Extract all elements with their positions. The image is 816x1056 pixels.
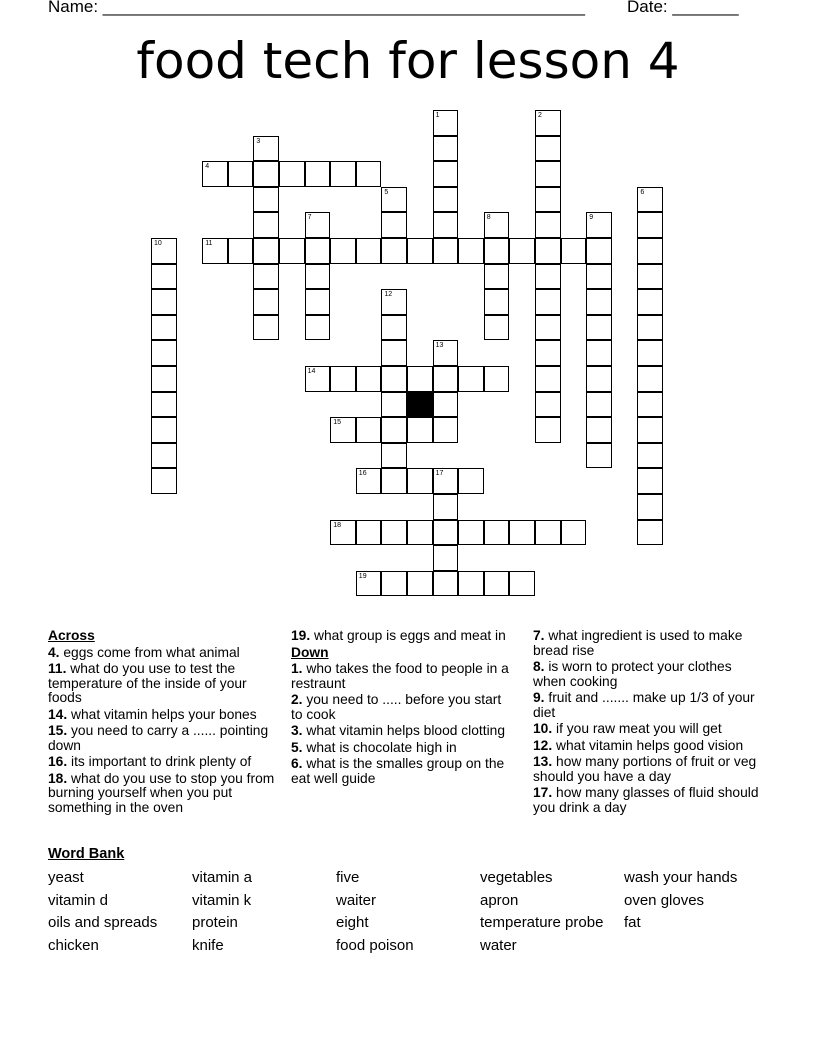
crossword-cell[interactable] [484, 238, 510, 264]
crossword-cell[interactable] [151, 238, 177, 264]
cell-number: 19 [358, 572, 367, 580]
crossword-cell[interactable] [458, 238, 484, 264]
cell-number: 2 [538, 112, 542, 119]
cell-number: 9 [589, 214, 594, 222]
clue-down-1 [291, 662, 513, 691]
word-bank-column [48, 867, 157, 958]
clue-number: 12. [533, 737, 553, 753]
crossword-cell[interactable] [305, 238, 331, 264]
clue-number: 15. [48, 723, 68, 738]
clue-text: what vitamin helps your bones [71, 706, 257, 722]
crossword-cell[interactable] [381, 443, 407, 469]
word-bank-column [480, 867, 603, 958]
crossword-cell[interactable] [433, 392, 459, 418]
crossword-cell[interactable] [279, 161, 305, 187]
clue-down-7 [533, 629, 768, 658]
crossword-cell[interactable] [305, 315, 331, 341]
word-bank-item: eight [336, 914, 369, 932]
clue-text: if you raw meat you will get [556, 721, 722, 736]
clues-column-3 [533, 629, 768, 817]
crossword-cell[interactable] [330, 520, 356, 546]
clue-text: what do you use to stop you from burning yourself when you put something in the oven [48, 770, 275, 815]
crossword-cell[interactable] [433, 110, 459, 136]
crossword-cell[interactable] [586, 392, 612, 418]
clue-text: what vitamin helps good vision [556, 737, 744, 753]
clue-down-12 [533, 739, 768, 754]
crossword-cell[interactable] [484, 366, 510, 392]
clue-across-19 [291, 629, 513, 644]
word-bank-title: Word Bank [48, 846, 125, 862]
clue-number: 13. [533, 754, 553, 769]
crossword-cell[interactable] [637, 366, 663, 392]
clue-text: what do you use to test the temperature of the inside of your foods [48, 661, 247, 705]
crossword-cell[interactable] [151, 264, 177, 290]
cell-number: 7 [307, 214, 312, 222]
clue-number: 14. [48, 706, 68, 722]
cell-number: 16 [358, 470, 367, 478]
crossword-cell[interactable] [535, 136, 561, 162]
crossword-cell[interactable] [535, 520, 561, 546]
word-bank-item: chicken [48, 937, 99, 955]
crossword-cell[interactable] [535, 366, 561, 392]
shaded-cell [407, 392, 433, 418]
word-bank-item: oven gloves [624, 891, 705, 909]
crossword-cell[interactable] [228, 238, 254, 264]
crossword-cell[interactable] [535, 212, 561, 238]
clue-text: how many glasses of fluid should you drink a day [533, 785, 759, 815]
crossword-cell[interactable] [381, 187, 407, 213]
crossword-cell[interactable] [509, 571, 535, 597]
clue-across-15 [48, 724, 284, 753]
crossword-cell[interactable] [637, 264, 663, 290]
crossword-cell[interactable] [637, 315, 663, 341]
crossword-cell[interactable] [305, 289, 331, 315]
clue-down-17 [533, 786, 768, 815]
crossword-cell[interactable] [407, 571, 433, 597]
clue-number: 19. [291, 628, 311, 643]
crossword-cell[interactable] [458, 366, 484, 392]
clue-text: who takes the food to people in a restraunt [291, 661, 509, 691]
crossword-cell[interactable] [228, 161, 254, 187]
clue-number: 2. [291, 692, 303, 707]
word-bank-item: fat [624, 914, 641, 932]
page-title: food tech for lesson 4 [136, 32, 680, 90]
crossword-cell[interactable] [253, 161, 279, 187]
crossword-cell[interactable] [637, 212, 663, 238]
crossword-cell[interactable] [381, 315, 407, 341]
word-bank-item: apron [480, 891, 519, 909]
crossword-cell[interactable] [151, 366, 177, 392]
word-bank-item: water [480, 937, 517, 955]
crossword-cell[interactable] [535, 417, 561, 443]
clue-text: you need to carry a ...... pointing down [48, 723, 269, 753]
crossword-cell[interactable] [253, 315, 279, 341]
cell-number: 4 [205, 163, 210, 171]
crossword-cell[interactable] [330, 238, 356, 264]
clue-down-2 [291, 693, 513, 722]
crossword-cell[interactable] [151, 340, 177, 366]
crossword-cell[interactable] [433, 366, 459, 392]
crossword-cell[interactable] [535, 289, 561, 315]
word-bank-item: knife [192, 937, 224, 955]
crossword-cell[interactable] [433, 212, 459, 238]
crossword-cell[interactable] [586, 315, 612, 341]
crossword-cell[interactable] [433, 136, 459, 162]
crossword-cell[interactable] [305, 264, 331, 290]
word-bank-item: food poison [336, 937, 414, 955]
crossword-cell[interactable] [330, 366, 356, 392]
crossword-cell[interactable] [356, 366, 382, 392]
word-bank-item: vitamin d [48, 891, 109, 909]
crossword-cell[interactable] [202, 161, 228, 187]
word-bank-item: five [336, 869, 360, 886]
word-bank-item: vegetables [480, 869, 553, 886]
clue-down-6 [291, 757, 513, 786]
crossword-cell[interactable] [433, 340, 459, 366]
clue-down-5 [291, 741, 513, 756]
crossword-cell[interactable] [330, 417, 356, 443]
across-heading: Across [48, 628, 95, 643]
crossword-cell[interactable] [586, 264, 612, 290]
clue-number: 18. [48, 770, 68, 786]
clue-number: 7. [533, 628, 545, 643]
cell-number: 5 [384, 188, 389, 196]
crossword-cell[interactable] [433, 238, 459, 264]
clue-across-18 [48, 772, 284, 816]
clue-down-9 [533, 691, 768, 720]
cell-number: 14 [307, 368, 316, 375]
word-bank-item: yeast [48, 869, 84, 886]
crossword-cell[interactable] [433, 161, 459, 187]
name-line: Name: ___________________________________________________ [48, 0, 585, 16]
crossword-cell[interactable] [637, 392, 663, 418]
cell-number: 15 [333, 419, 341, 427]
crossword-cell[interactable] [356, 571, 382, 597]
crossword-cell[interactable] [637, 340, 663, 366]
crossword-cell[interactable] [484, 264, 510, 290]
down-heading: Down [291, 644, 329, 660]
crossword-cell[interactable] [509, 520, 535, 546]
word-bank-item: protein [192, 914, 238, 932]
clue-number: 9. [533, 690, 545, 705]
crossword-cell[interactable] [407, 417, 433, 443]
clue-across-16 [48, 755, 284, 770]
clue-number: 10. [533, 721, 553, 736]
crossword-cell[interactable] [381, 366, 407, 392]
cell-number: 10 [154, 240, 162, 247]
clue-text: how many portions of fruit or veg should you have a day [533, 754, 757, 784]
crossword-cell[interactable] [637, 520, 663, 546]
crossword-cell[interactable] [407, 366, 433, 392]
crossword-cell[interactable] [356, 161, 382, 187]
crossword-cell[interactable] [484, 520, 510, 546]
clue-number: 4. [48, 644, 60, 660]
crossword-cell[interactable] [253, 238, 279, 264]
crossword-cell[interactable] [381, 392, 407, 418]
crossword-cell[interactable] [253, 187, 279, 213]
crossword-cell[interactable] [381, 340, 407, 366]
crossword-cell[interactable] [433, 187, 459, 213]
clue-text: its important to drink plenty of [71, 754, 252, 769]
word-bank-item: vitamin a [192, 869, 253, 886]
word-bank-column [192, 867, 252, 958]
crossword-cell[interactable] [586, 289, 612, 315]
crossword-cell[interactable] [279, 238, 305, 264]
crossword-cell[interactable] [561, 520, 587, 546]
clue-text: what is the smalles group on the eat well guide [291, 756, 505, 786]
crossword-cell[interactable] [151, 289, 177, 315]
crossword-cell[interactable] [356, 238, 382, 264]
crossword-cell[interactable] [637, 468, 663, 494]
crossword-cell[interactable] [535, 161, 561, 187]
crossword-cell[interactable] [586, 340, 612, 366]
crossword-cell[interactable] [586, 417, 612, 443]
crossword-cell[interactable] [509, 238, 535, 264]
crossword-cell[interactable] [356, 468, 382, 494]
clue-number: 17. [533, 785, 553, 800]
clue-text: what group is eggs and meat in [314, 628, 506, 643]
cell-number: 18 [333, 521, 341, 529]
clue-text: what ingredient is used to make bread rise [533, 628, 743, 658]
crossword-cell[interactable] [151, 468, 177, 494]
cell-number: 13 [435, 342, 444, 350]
word-bank-column [624, 867, 737, 935]
crossword-cell[interactable] [637, 187, 663, 213]
clue-text: what vitamin helps blood clotting [306, 723, 505, 738]
crossword-cell[interactable] [253, 136, 279, 162]
crossword-cell[interactable] [458, 571, 484, 597]
crossword-cell[interactable] [381, 212, 407, 238]
crossword-cell[interactable] [586, 443, 612, 469]
clue-number: 8. [533, 659, 545, 674]
crossword-cell[interactable] [484, 315, 510, 341]
clue-number: 16. [48, 754, 68, 769]
crossword-cell[interactable] [330, 161, 356, 187]
crossword-cell[interactable] [407, 238, 433, 264]
cell-number: 12 [384, 291, 393, 299]
crossword-cell[interactable] [381, 571, 407, 597]
clue-number: 6. [291, 756, 303, 771]
crossword-cell[interactable] [433, 417, 459, 443]
crossword-cell[interactable] [151, 392, 177, 418]
crossword-cell[interactable] [433, 571, 459, 597]
clue-down-8 [533, 660, 768, 689]
clue-text: fruit and ....... make up 1/3 of your diet [533, 690, 755, 720]
cell-number: 6 [640, 188, 645, 196]
crossword-cell[interactable] [458, 520, 484, 546]
crossword-cell[interactable] [433, 494, 459, 520]
crossword-cell[interactable] [637, 494, 663, 520]
crossword-cell[interactable] [535, 238, 561, 264]
clue-down-10 [533, 722, 768, 737]
clues-column-1 [48, 629, 284, 817]
clue-across-14 [48, 708, 284, 723]
crossword-cell[interactable] [356, 417, 382, 443]
crossword-cell[interactable] [535, 392, 561, 418]
crossword-cell[interactable] [151, 417, 177, 443]
crossword-cell[interactable] [535, 110, 561, 136]
word-bank-item: waiter [336, 891, 377, 909]
clue-down-3 [291, 724, 513, 739]
word-bank-item: vitamin k [192, 891, 252, 909]
crossword-cell[interactable] [253, 212, 279, 238]
clue-across-11 [48, 662, 284, 706]
crossword-cell[interactable] [637, 443, 663, 469]
crossword-cell[interactable] [253, 289, 279, 315]
crossword-cell[interactable] [433, 545, 459, 571]
cell-number: 3 [256, 137, 261, 145]
crossword-cell[interactable] [305, 366, 331, 392]
crossword-cell[interactable] [535, 264, 561, 290]
clue-number: 3. [291, 723, 303, 738]
clue-number: 11. [48, 661, 67, 676]
cell-number: 1 [435, 112, 440, 119]
crossword-cell[interactable] [253, 264, 279, 290]
clue-number: 1. [291, 661, 303, 676]
crossword-cell[interactable] [151, 443, 177, 469]
date-line: Date: _______ [627, 0, 739, 16]
crossword-cell[interactable] [202, 238, 228, 264]
clue-text: what is chocolate high in [306, 739, 457, 755]
crossword-cell[interactable] [381, 417, 407, 443]
word-bank-item: oils and spreads [48, 914, 158, 932]
crossword-cell[interactable] [637, 289, 663, 315]
crossword-cell[interactable] [433, 468, 459, 494]
crossword-cell[interactable] [586, 238, 612, 264]
crossword-cell[interactable] [433, 520, 459, 546]
crossword-cell[interactable] [151, 315, 177, 341]
clue-text: is worn to protect your clothes when cooking [533, 659, 732, 689]
word-bank-column [336, 867, 414, 958]
crossword-cell[interactable] [305, 212, 331, 238]
cell-number: 17 [435, 470, 444, 478]
crossword-cell[interactable] [381, 520, 407, 546]
word-bank-item: wash your hands [624, 869, 738, 886]
crossword-cell[interactable] [356, 520, 382, 546]
crossword-cell[interactable] [586, 366, 612, 392]
crossword-cell[interactable] [637, 238, 663, 264]
crossword-cell[interactable] [535, 315, 561, 341]
crossword-cell[interactable] [458, 468, 484, 494]
clue-across-4 [48, 646, 284, 661]
crossword-cell[interactable] [381, 468, 407, 494]
crossword-cell[interactable] [484, 571, 510, 597]
clue-text: eggs come from what animal [63, 644, 240, 660]
crossword-cell[interactable] [637, 417, 663, 443]
crossword-cell[interactable] [305, 161, 331, 187]
clues-column-2 [291, 629, 513, 788]
crossword-cell[interactable] [586, 212, 612, 238]
cell-number: 11 [205, 240, 213, 247]
clue-down-13 [533, 755, 768, 784]
crossword-cell[interactable] [381, 289, 407, 315]
crossword-cell[interactable] [484, 212, 510, 238]
crossword-cell[interactable] [484, 289, 510, 315]
crossword-cell[interactable] [381, 238, 407, 264]
clue-number: 5. [291, 739, 303, 755]
cell-number: 8 [486, 214, 491, 222]
crossword-cell[interactable] [561, 238, 587, 264]
crossword-cell[interactable] [535, 187, 561, 213]
word-bank-item: temperature probe [480, 914, 604, 932]
crossword-cell[interactable] [407, 520, 433, 546]
clue-text: you need to ..... before you start to cook [291, 692, 502, 722]
crossword-cell[interactable] [535, 340, 561, 366]
crossword-cell[interactable] [407, 468, 433, 494]
